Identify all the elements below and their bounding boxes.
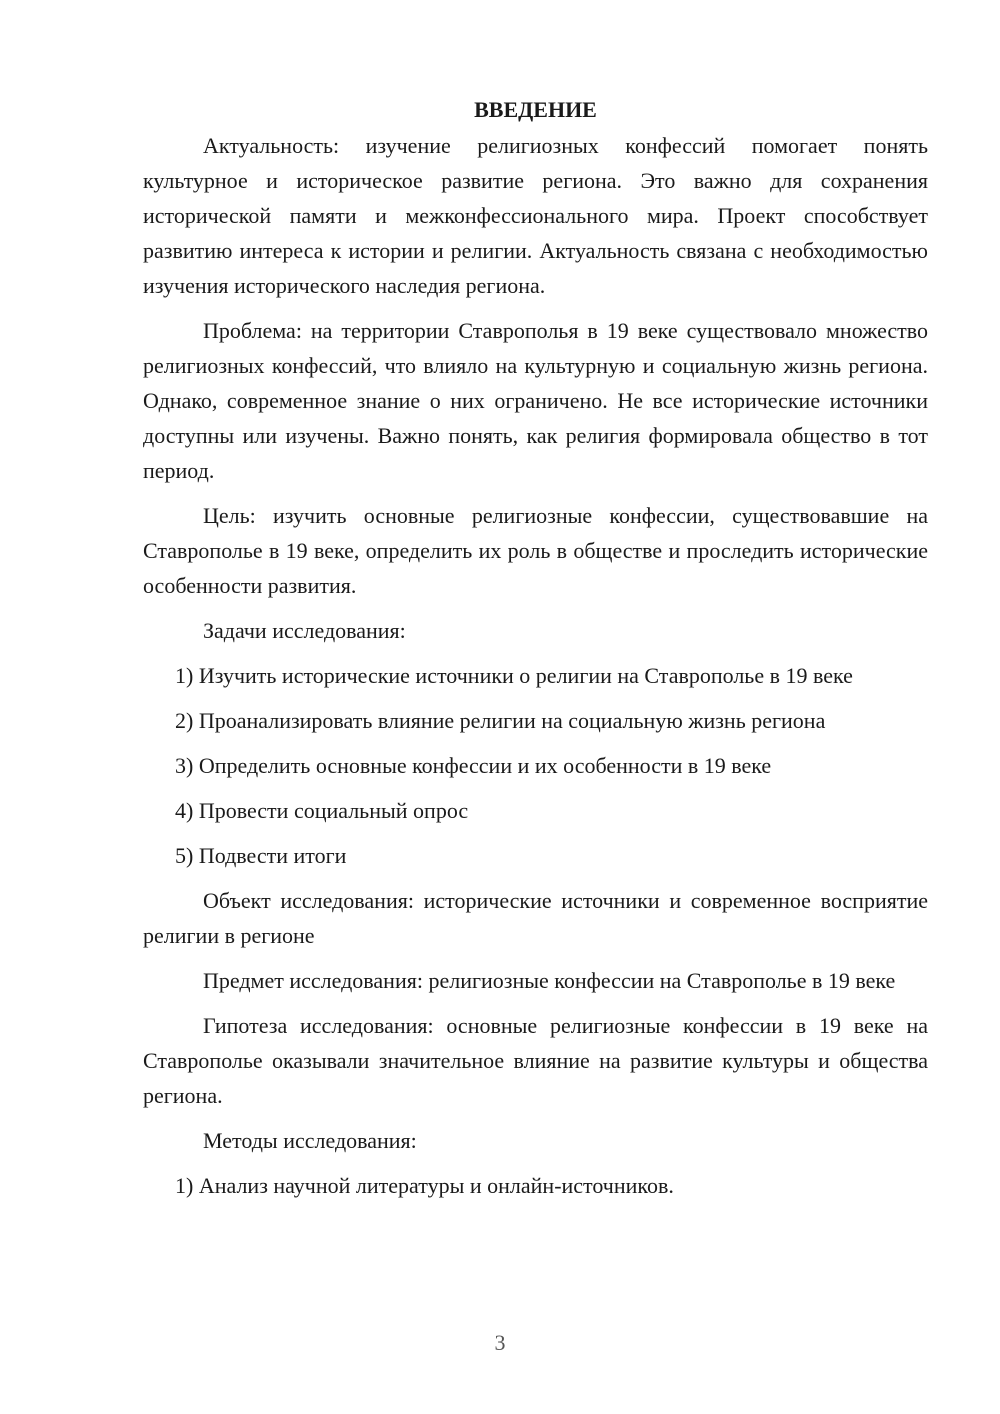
document-page	[143, 92, 928, 1213]
list-item: 2) Проанализировать влияние религии на социальную жизнь региона	[175, 708, 826, 733]
methods-list	[143, 1168, 928, 1203]
methods-heading: Методы исследования:	[203, 1128, 417, 1153]
list-item: 4) Провести социальный опрос	[175, 798, 469, 823]
relevance-paragraph: Актуальность: изучение религиозных конфессий помогает понять культурное и историческое развитие региона. Это важно для сохранения исторической памяти и межконфессионального мира. Проект способствует развитию интереса к истории и религии. Актуальность связана с необходимостью изучения исторического наследия региона.	[143, 133, 928, 298]
list-item: 5) Подвести итоги	[175, 843, 347, 868]
list-item: 3) Определить основные конфессии и их особенности в 19 веке	[175, 753, 772, 778]
object-paragraph: Объект исследования: исторические источники и современное восприятие религии в регионе	[143, 888, 928, 948]
list-item: 1) Анализ научной литературы и онлайн-источников.	[175, 1173, 674, 1198]
list-item: 1) Изучить исторические источники о религии на Ставрополье в 19 веке	[175, 663, 853, 688]
goal-paragraph: Цель: изучить основные религиозные конфессии, существовавшие на Ставрополье в 19 веке, определить их роль в обществе и проследить исторические особенности развития.	[143, 503, 928, 598]
subject-paragraph: Предмет исследования: религиозные конфессии на Ставрополье в 19 веке	[203, 968, 896, 993]
hypothesis-paragraph: Гипотеза исследования: основные религиозные конфессии в 19 веке на Ставрополье оказывали значительное влияние на развитие культуры и общества региона.	[143, 1013, 928, 1108]
page-number: 3	[494, 1330, 506, 1355]
page-title: ВВЕДЕНИЕ	[474, 97, 597, 122]
tasks-heading: Задачи исследования:	[203, 618, 406, 643]
problem-paragraph: Проблема: на территории Ставрополья в 19 веке существовало множество религиозных конфессий, что влияло на культурную и социальную жизнь региона. Однако, современное знание о них ограничено. Не все исторические источники доступны или изучены. Важно понять, как религия формировала общество в тот период.	[143, 318, 928, 483]
tasks-list	[143, 658, 928, 873]
